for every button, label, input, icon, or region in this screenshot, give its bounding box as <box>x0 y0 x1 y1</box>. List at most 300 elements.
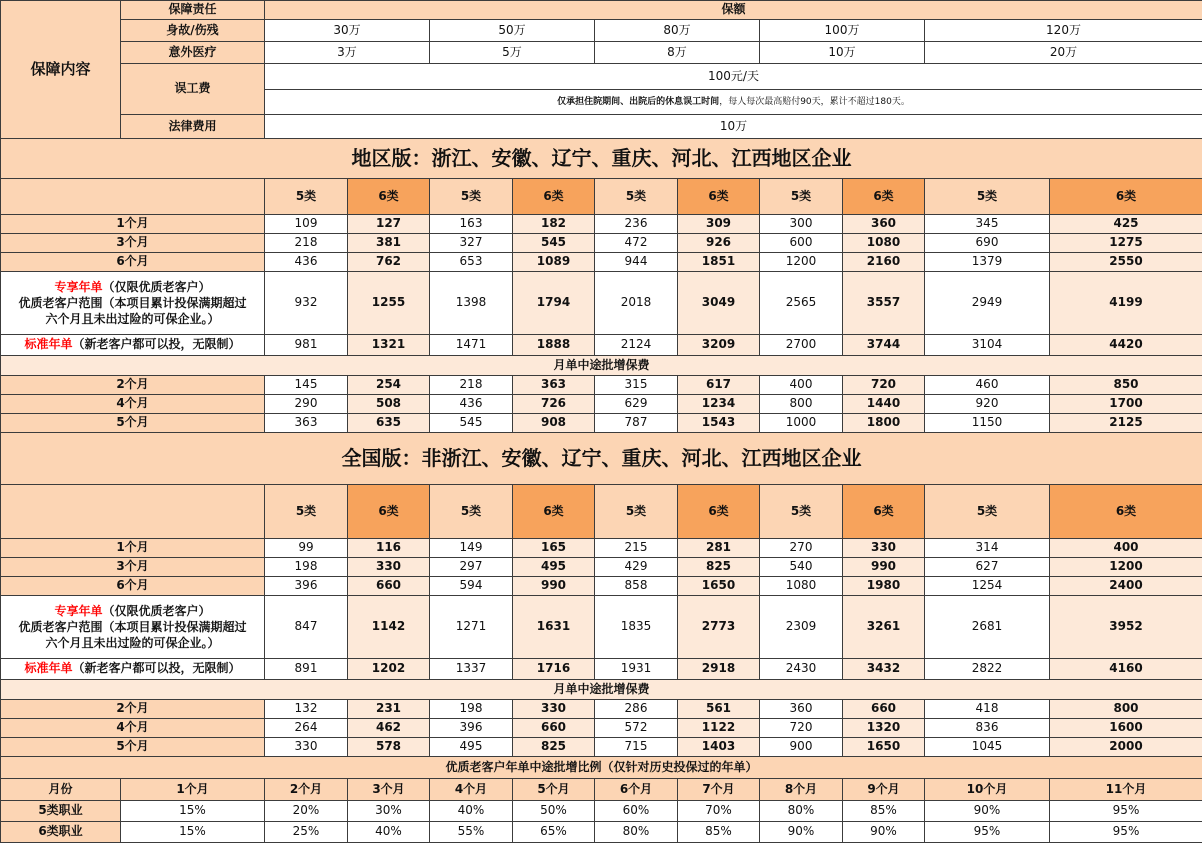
table-row <box>1 822 1202 843</box>
coverage-amount: 8万 <box>595 42 760 64</box>
coverage-amount: 30万 <box>265 20 430 42</box>
premium-value: 418 <box>925 700 1050 719</box>
month-header: 9个月 <box>843 779 925 801</box>
premium-value: 2430 <box>760 659 843 680</box>
premium-value: 163 <box>430 215 513 234</box>
premium-value: 314 <box>925 539 1050 558</box>
premium-value: 1045 <box>925 738 1050 757</box>
standard-annual-label <box>1 659 265 680</box>
table-row <box>1 335 1202 356</box>
occupation-label: 6类职业 <box>1 822 121 843</box>
coverage-amount: 3万 <box>265 42 430 64</box>
premium-value: 360 <box>843 215 925 234</box>
exclusive-annual-label <box>1 596 265 659</box>
premium-value: 836 <box>925 719 1050 738</box>
table-row <box>1 356 1202 376</box>
premium-value: 198 <box>430 700 513 719</box>
premium-value: 145 <box>265 376 348 395</box>
premium-value: 462 <box>348 719 430 738</box>
coverage-amount: 120万 <box>925 20 1202 42</box>
premium-value: 900 <box>760 738 843 757</box>
table-row <box>1 596 1202 659</box>
premium-value: 1631 <box>513 596 595 659</box>
exclusive-scope-2: 六个月且未出过险的可保企业。） <box>45 312 219 326</box>
occupation-label: 5类职业 <box>1 801 121 822</box>
exclusive-black: （仅限优质老客户） <box>103 604 211 618</box>
section-title: 全国版：非浙江、安徽、辽宁、重庆、河北、江西地区企业 <box>1 433 1202 485</box>
note-rest: ，每人每次最高赔付90天，累计不超过180天。 <box>719 97 910 107</box>
ratio-value: 90% <box>843 822 925 843</box>
premium-value: 825 <box>678 558 760 577</box>
period-label: 2个月 <box>1 700 265 719</box>
ratio-value: 95% <box>1050 822 1202 843</box>
premium-value: 1320 <box>843 719 925 738</box>
premium-value: 2550 <box>1050 253 1202 272</box>
premium-value: 850 <box>1050 376 1202 395</box>
premium-value: 1080 <box>843 234 925 253</box>
amount-header: 保额 <box>265 1 1202 20</box>
premium-value: 149 <box>430 539 513 558</box>
premium-value: 1835 <box>595 596 678 659</box>
premium-value: 460 <box>925 376 1050 395</box>
ratio-value: 40% <box>348 822 430 843</box>
premium-value: 3432 <box>843 659 925 680</box>
header-blank <box>1 179 265 215</box>
premium-value: 297 <box>430 558 513 577</box>
exclusive-red: 专享年单 <box>54 604 102 618</box>
premium-value: 2949 <box>925 272 1050 335</box>
table-row <box>1 115 1202 139</box>
premium-value: 508 <box>348 395 430 414</box>
premium-value: 981 <box>265 335 348 356</box>
premium-value: 495 <box>430 738 513 757</box>
premium-value: 182 <box>513 215 595 234</box>
premium-value: 1931 <box>595 659 678 680</box>
lost-wages-note <box>265 90 1202 115</box>
coverage-item: 法律费用 <box>121 115 265 139</box>
premium-value: 1980 <box>843 577 925 596</box>
premium-value: 660 <box>513 719 595 738</box>
premium-value: 4420 <box>1050 335 1202 356</box>
premium-value: 920 <box>925 395 1050 414</box>
batch-title: 月单中途批增保费 <box>1 680 1202 700</box>
table-row <box>1 738 1202 757</box>
premium-value: 1794 <box>513 272 595 335</box>
month-header: 1个月 <box>121 779 265 801</box>
table-row <box>1 680 1202 700</box>
premium-value: 891 <box>265 659 348 680</box>
coverage-item: 意外医疗 <box>121 42 265 64</box>
premium-value: 330 <box>348 558 430 577</box>
premium-value: 363 <box>265 414 348 433</box>
month-header: 11个月 <box>1050 779 1202 801</box>
premium-value: 1202 <box>348 659 430 680</box>
class-header: 6类 <box>1050 179 1202 215</box>
ratio-value: 55% <box>430 822 513 843</box>
premium-value: 660 <box>843 700 925 719</box>
premium-value: 1851 <box>678 253 760 272</box>
premium-value: 1080 <box>760 577 843 596</box>
premium-value: 3952 <box>1050 596 1202 659</box>
ratio-value: 80% <box>595 822 678 843</box>
note-bold: 仅承担住院期间、出院后的休息误工时间 <box>557 97 719 107</box>
premium-value: 660 <box>348 577 430 596</box>
premium-value: 800 <box>1050 700 1202 719</box>
premium-value: 1600 <box>1050 719 1202 738</box>
table-row <box>1 577 1202 596</box>
ratio-value: 30% <box>348 801 430 822</box>
premium-value: 540 <box>760 558 843 577</box>
table-row <box>1 64 1202 90</box>
table-row <box>1 1 1202 20</box>
premium-value: 3049 <box>678 272 760 335</box>
premium-value: 600 <box>760 234 843 253</box>
premium-value: 396 <box>265 577 348 596</box>
premium-value: 198 <box>265 558 348 577</box>
table-row <box>1 272 1202 335</box>
premium-value: 1255 <box>348 272 430 335</box>
premium-value: 578 <box>348 738 430 757</box>
period-label: 3个月 <box>1 234 265 253</box>
premium-value: 2400 <box>1050 577 1202 596</box>
premium-value: 3744 <box>843 335 925 356</box>
premium-value: 1271 <box>430 596 513 659</box>
premium-value: 720 <box>760 719 843 738</box>
premium-value: 1700 <box>1050 395 1202 414</box>
premium-value: 381 <box>348 234 430 253</box>
table-row <box>1 42 1202 64</box>
premium-value: 2018 <box>595 272 678 335</box>
premium-value: 264 <box>265 719 348 738</box>
table-row <box>1 395 1202 414</box>
period-label: 4个月 <box>1 395 265 414</box>
ratio-value: 65% <box>513 822 595 843</box>
month-header: 3个月 <box>348 779 430 801</box>
month-header: 7个月 <box>678 779 760 801</box>
ratio-value: 50% <box>513 801 595 822</box>
class-header: 6类 <box>513 179 595 215</box>
month-header: 8个月 <box>760 779 843 801</box>
premium-value: 327 <box>430 234 513 253</box>
class-header: 5类 <box>430 485 513 539</box>
premium-value: 720 <box>843 376 925 395</box>
ratio-value: 90% <box>925 801 1050 822</box>
premium-value: 561 <box>678 700 760 719</box>
premium-value: 990 <box>513 577 595 596</box>
class-header: 6类 <box>348 179 430 215</box>
ratio-value: 70% <box>678 801 760 822</box>
premium-value: 1650 <box>678 577 760 596</box>
table-row <box>1 179 1202 215</box>
premium-value: 617 <box>678 376 760 395</box>
premium-value: 2700 <box>760 335 843 356</box>
premium-value: 1089 <box>513 253 595 272</box>
premium-value: 495 <box>513 558 595 577</box>
period-label: 4个月 <box>1 719 265 738</box>
premium-value: 1650 <box>843 738 925 757</box>
premium-value: 847 <box>265 596 348 659</box>
ratio-title: 优质老客户年单中途批增比例（仅针对历史投保过的年单） <box>1 757 1202 779</box>
header-blank <box>1 485 265 539</box>
premium-value: 1440 <box>843 395 925 414</box>
exclusive-red: 专享年单 <box>54 280 102 294</box>
premium-value: 309 <box>678 215 760 234</box>
premium-value: 825 <box>513 738 595 757</box>
class-header: 5类 <box>265 485 348 539</box>
table-row <box>1 779 1202 801</box>
class-header: 6类 <box>513 485 595 539</box>
period-label: 6个月 <box>1 253 265 272</box>
premium-value: 400 <box>760 376 843 395</box>
premium-value: 932 <box>265 272 348 335</box>
premium-value: 345 <box>925 215 1050 234</box>
premium-value: 1321 <box>348 335 430 356</box>
class-header: 6类 <box>348 485 430 539</box>
class-header: 5类 <box>760 179 843 215</box>
premium-value: 472 <box>595 234 678 253</box>
premium-value: 99 <box>265 539 348 558</box>
premium-value: 1234 <box>678 395 760 414</box>
premium-value: 286 <box>595 700 678 719</box>
premium-value: 236 <box>595 215 678 234</box>
class-header: 5类 <box>595 179 678 215</box>
ratio-value: 15% <box>121 822 265 843</box>
ratio-value: 95% <box>925 822 1050 843</box>
premium-value: 2918 <box>678 659 760 680</box>
premium-value: 1200 <box>760 253 843 272</box>
coverage-item: 误工费 <box>121 64 265 115</box>
table-row <box>1 539 1202 558</box>
responsibility-header: 保障责任 <box>121 1 265 20</box>
premium-value: 1150 <box>925 414 1050 433</box>
premium-value: 690 <box>925 234 1050 253</box>
premium-value: 429 <box>595 558 678 577</box>
premium-value: 3261 <box>843 596 925 659</box>
class-header: 6类 <box>678 179 760 215</box>
period-label: 1个月 <box>1 539 265 558</box>
standard-black: （新老客户都可以投，无限制） <box>73 661 241 675</box>
table-row <box>1 801 1202 822</box>
table-row <box>1 719 1202 738</box>
premium-value: 635 <box>348 414 430 433</box>
premium-value: 1000 <box>760 414 843 433</box>
class-header: 5类 <box>430 179 513 215</box>
premium-value: 436 <box>430 395 513 414</box>
table-row <box>1 253 1202 272</box>
premium-value: 653 <box>430 253 513 272</box>
period-label: 5个月 <box>1 414 265 433</box>
standard-red: 标准年单 <box>24 337 72 351</box>
premium-value: 2124 <box>595 335 678 356</box>
premium-value: 2773 <box>678 596 760 659</box>
ratio-value: 60% <box>595 801 678 822</box>
premium-value: 3209 <box>678 335 760 356</box>
table-row <box>1 757 1202 779</box>
premium-value: 363 <box>513 376 595 395</box>
exclusive-black: （仅限优质老客户） <box>103 280 211 294</box>
premium-value: 315 <box>595 376 678 395</box>
premium-value: 594 <box>430 577 513 596</box>
premium-value: 165 <box>513 539 595 558</box>
premium-value: 990 <box>843 558 925 577</box>
premium-value: 396 <box>430 719 513 738</box>
class-header: 6类 <box>1050 485 1202 539</box>
ratio-value: 25% <box>265 822 348 843</box>
premium-value: 1379 <box>925 253 1050 272</box>
premium-value: 2309 <box>760 596 843 659</box>
premium-value: 800 <box>760 395 843 414</box>
premium-value: 109 <box>265 215 348 234</box>
premium-value: 1398 <box>430 272 513 335</box>
coverage-item: 身故/伤残 <box>121 20 265 42</box>
coverage-amount: 80万 <box>595 20 760 42</box>
premium-value: 436 <box>265 253 348 272</box>
premium-value: 1337 <box>430 659 513 680</box>
premium-value: 1122 <box>678 719 760 738</box>
class-header: 6类 <box>843 485 925 539</box>
premium-value: 1254 <box>925 577 1050 596</box>
legal-value: 10万 <box>265 115 1202 139</box>
premium-value: 2681 <box>925 596 1050 659</box>
premium-value: 215 <box>595 539 678 558</box>
premium-value: 4199 <box>1050 272 1202 335</box>
premium-value: 1471 <box>430 335 513 356</box>
premium-value: 3557 <box>843 272 925 335</box>
table-row <box>1 485 1202 539</box>
premium-value: 218 <box>265 234 348 253</box>
period-label: 6个月 <box>1 577 265 596</box>
table-row <box>1 20 1202 42</box>
month-header: 5个月 <box>513 779 595 801</box>
exclusive-scope-1: 优质老客户范围（本项目累计投保满期超过 <box>18 296 246 310</box>
premium-value: 787 <box>595 414 678 433</box>
premium-value: 1800 <box>843 414 925 433</box>
month-header: 2个月 <box>265 779 348 801</box>
premium-value: 270 <box>760 539 843 558</box>
premium-value: 132 <box>265 700 348 719</box>
premium-value: 300 <box>760 215 843 234</box>
coverage-amount: 10万 <box>760 42 925 64</box>
premium-value: 127 <box>348 215 430 234</box>
premium-value: 1716 <box>513 659 595 680</box>
ratio-value: 40% <box>430 801 513 822</box>
table-row <box>1 433 1202 485</box>
premium-value: 231 <box>348 700 430 719</box>
period-label: 5个月 <box>1 738 265 757</box>
premium-value: 1543 <box>678 414 760 433</box>
premium-value: 2822 <box>925 659 1050 680</box>
premium-value: 116 <box>348 539 430 558</box>
premium-value: 1142 <box>348 596 430 659</box>
standard-black: （新老客户都可以投，无限制） <box>73 337 241 351</box>
premium-value: 1275 <box>1050 234 1202 253</box>
premium-value: 627 <box>925 558 1050 577</box>
exclusive-scope-1: 优质老客户范围（本项目累计投保满期超过 <box>18 620 246 634</box>
premium-value: 360 <box>760 700 843 719</box>
month-header: 10个月 <box>925 779 1050 801</box>
premium-value: 944 <box>595 253 678 272</box>
premium-value: 726 <box>513 395 595 414</box>
coverage-amount: 5万 <box>430 42 595 64</box>
class-header: 5类 <box>760 485 843 539</box>
premium-value: 715 <box>595 738 678 757</box>
ratio-value: 95% <box>1050 801 1202 822</box>
ratio-value: 85% <box>678 822 760 843</box>
premium-value: 1200 <box>1050 558 1202 577</box>
period-label: 1个月 <box>1 215 265 234</box>
class-header: 5类 <box>595 485 678 539</box>
premium-value: 762 <box>348 253 430 272</box>
ratio-value: 90% <box>760 822 843 843</box>
table-row <box>1 376 1202 395</box>
premium-value: 545 <box>430 414 513 433</box>
exclusive-scope-2: 六个月且未出过险的可保企业。） <box>45 636 219 650</box>
premium-value: 3104 <box>925 335 1050 356</box>
class-header: 5类 <box>925 179 1050 215</box>
coverage-amount: 100万 <box>760 20 925 42</box>
class-header: 6类 <box>678 485 760 539</box>
premium-value: 926 <box>678 234 760 253</box>
ratio-value: 15% <box>121 801 265 822</box>
class-header: 5类 <box>925 485 1050 539</box>
premium-value: 858 <box>595 577 678 596</box>
ratio-value: 80% <box>760 801 843 822</box>
premium-value: 4160 <box>1050 659 1202 680</box>
premium-value: 330 <box>513 700 595 719</box>
premium-value: 1403 <box>678 738 760 757</box>
section-title: 地区版：浙江、安徽、辽宁、重庆、河北、江西地区企业 <box>1 139 1202 179</box>
exclusive-annual-label <box>1 272 265 335</box>
class-header: 6类 <box>843 179 925 215</box>
premium-value: 2565 <box>760 272 843 335</box>
premium-value: 400 <box>1050 539 1202 558</box>
premium-value: 545 <box>513 234 595 253</box>
month-label: 月份 <box>1 779 121 801</box>
month-header: 4个月 <box>430 779 513 801</box>
premium-value: 290 <box>265 395 348 414</box>
standard-red: 标准年单 <box>24 661 72 675</box>
table-row <box>1 659 1202 680</box>
table-row <box>1 700 1202 719</box>
coverage-amount: 50万 <box>430 20 595 42</box>
premium-value: 425 <box>1050 215 1202 234</box>
premium-value: 218 <box>430 376 513 395</box>
premium-value: 908 <box>513 414 595 433</box>
premium-value: 629 <box>595 395 678 414</box>
premium-value: 2000 <box>1050 738 1202 757</box>
batch-title: 月单中途批增保费 <box>1 356 1202 376</box>
premium-value: 254 <box>348 376 430 395</box>
period-label: 2个月 <box>1 376 265 395</box>
coverage-amount: 20万 <box>925 42 1202 64</box>
coverage-label: 保障内容 <box>1 1 121 139</box>
premium-value: 330 <box>843 539 925 558</box>
period-label: 3个月 <box>1 558 265 577</box>
premium-value: 2125 <box>1050 414 1202 433</box>
premium-value: 572 <box>595 719 678 738</box>
ratio-value: 85% <box>843 801 925 822</box>
table-row <box>1 414 1202 433</box>
table-row <box>1 139 1202 179</box>
standard-annual-label <box>1 335 265 356</box>
lost-wages-value: 100元/天 <box>265 64 1202 90</box>
premium-value: 1888 <box>513 335 595 356</box>
ratio-value: 20% <box>265 801 348 822</box>
premium-value: 281 <box>678 539 760 558</box>
premium-value: 2160 <box>843 253 925 272</box>
table-row <box>1 215 1202 234</box>
premium-value: 330 <box>265 738 348 757</box>
